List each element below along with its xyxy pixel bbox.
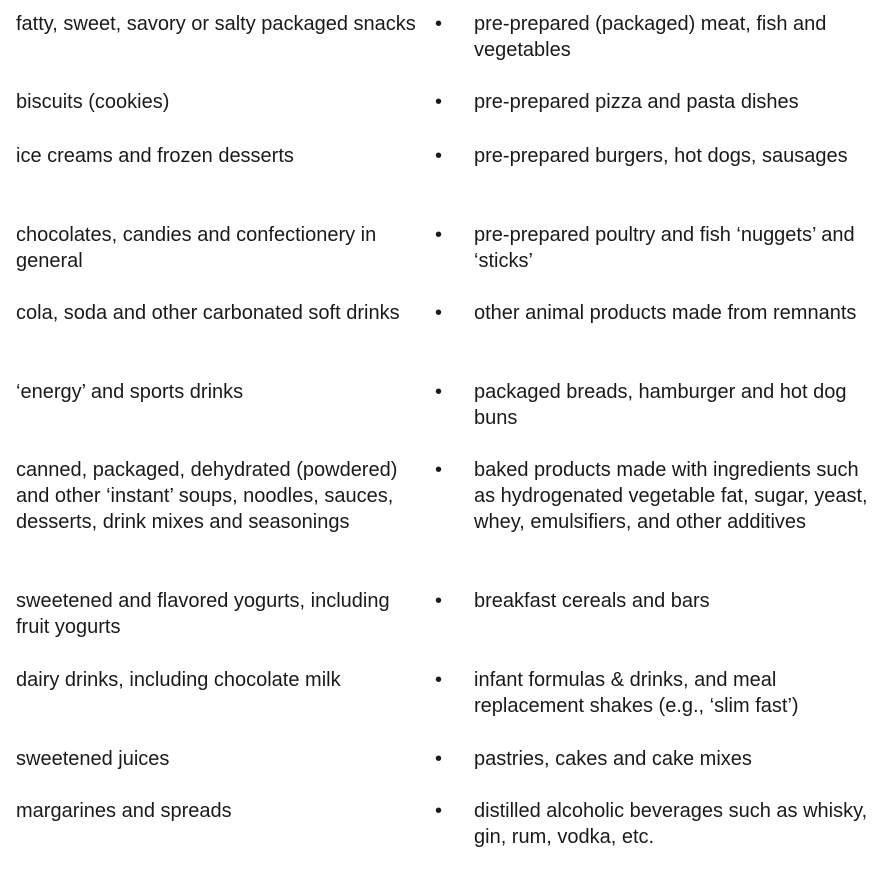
left-item: sweetened and flavored yogurts, including fruit yogurts [16,590,390,638]
right-item: pastries, cakes and cake mixes [474,748,752,770]
left-item: dairy drinks, including chocolate milk [16,669,341,691]
bullet-icon: • [435,590,443,612]
left-item: margarines and spreads [16,800,232,822]
left-item: chocolates, candies and confectionery in general [16,224,377,272]
bullet-icon: • [435,145,443,167]
right-item: pre-prepared pizza and pasta dishes [474,91,799,113]
bullet-icon: • [435,669,443,691]
right-item: pre-prepared (packaged) meat, fish and vegetables [474,13,827,61]
left-item: cola, soda and other carbonated soft drinks [16,302,400,324]
left-item: sweetened juices [16,748,170,770]
bullet-icon: • [435,224,443,246]
bullet-icon: • [435,302,443,324]
right-item: infant formulas & drinks, and meal replacement shakes (e.g., ‘slim fast’) [474,669,799,717]
right-item: other animal products made from remnants [474,302,857,324]
right-item: packaged breads, hamburger and hot dog buns [474,381,847,429]
right-item: baked products made with ingredients such as hydrogenated vegetable fat, sugar, yeast, whey, emulsifiers, and other additives [474,459,868,533]
left-item: ‘energy’ and sports drinks [16,381,244,403]
right-item: breakfast cereals and bars [474,590,710,612]
right-item: pre-prepared burgers, hot dogs, sausages [474,145,848,167]
bullet-icon: • [435,381,443,403]
left-item: biscuits (cookies) [16,91,170,113]
bullet-icon: • [435,748,443,770]
left-item: canned, packaged, dehydrated (powdered) and other ‘instant’ soups, noodles, sauces, desserts, drink mixes and seasonings [16,459,398,533]
left-item: fatty, sweet, savory or salty packaged snacks [16,13,416,35]
right-item: pre-prepared poultry and fish ‘nuggets’ and ‘sticks’ [474,224,855,272]
right-item: distilled alcoholic beverages such as whisky, gin, rum, vodka, etc. [474,800,868,848]
bullet-icon: • [435,800,443,822]
bullet-icon: • [435,13,443,35]
bullet-icon: • [435,91,443,113]
left-item: ice creams and frozen desserts [16,145,294,167]
bullet-icon: • [435,459,443,481]
